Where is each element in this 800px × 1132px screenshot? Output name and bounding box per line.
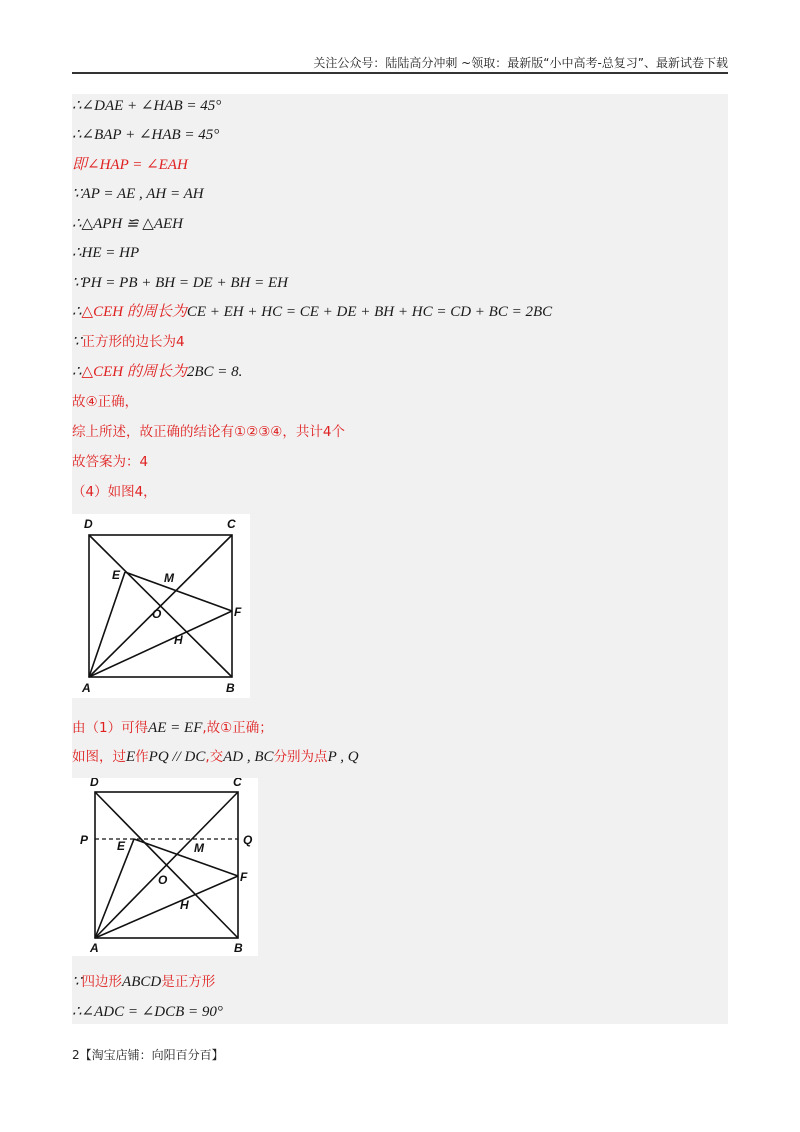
statement-1-correct: ,故①正确； [202,720,273,736]
proof-line-15 [72,718,273,738]
summary-line: 综上所述，故正确的结论有①②③④，共计4个 [72,424,345,440]
page-footer: 2【淘宝店铺：向阳百分百】 [72,1048,224,1062]
geometry-figure-4 [72,514,250,698]
perimeter-result: 2BC = 8. [186,364,243,380]
proof-line-6: ∴HE = HP [72,245,140,261]
label-C: C [233,778,242,789]
label-M: M [194,841,204,855]
proof-line-18: ∴∠ADC = ∠DCB = 90° [72,1004,223,1020]
label-M: M [164,571,174,585]
solution-content [72,94,728,1024]
proof-line-4: ∵AP = AE , AH = AH [72,186,204,202]
text-is-square: 是正方形 [161,974,216,990]
text-through: 如图，过 [72,749,126,765]
ae-equals-ef: AE = EF [148,720,203,736]
label-O: O [152,607,162,621]
pq-parallel-dc: PQ // DC [148,749,206,765]
proof-line-1: ∴∠DAE + ∠HAB = 45° [72,98,222,114]
proof-line-9 [72,332,185,352]
abcd: ABCD [122,974,162,990]
from-part-1-text: 由（1）可得 [72,720,149,736]
proof-line-5: ∴△APH ≌ △AEH [72,216,183,232]
part-4-heading: （4）如图4， [72,484,157,500]
text-draw: 作 [135,749,149,765]
text-at-points: 分别为点 [273,749,328,765]
label-F: F [234,605,242,619]
proof-line-16 [72,747,359,767]
label-C: C [227,517,236,531]
geometry-figure-with-pq [72,778,258,956]
proof-line-17 [72,972,215,992]
label-B: B [234,941,243,955]
header-rule [72,72,728,74]
label-E: E [112,568,121,582]
label-Q: Q [243,833,253,847]
label-H: H [180,898,189,912]
perimeter-label: △CEH 的周长为 [81,304,187,320]
label-P: P [80,833,89,847]
point-e: E [126,749,136,765]
label-D: D [90,778,99,789]
label-A: A [82,681,91,695]
because-symbol: ∵ [72,974,82,990]
text-intersect: ,交 [205,749,224,765]
side-length-statement: 正方形的边长为4 [81,334,185,350]
points-p-q: P , Q [327,749,359,765]
proof-line-7: ∵PH = PB + BH = DE + BH = EH [72,275,288,291]
label-D: D [84,517,93,531]
label-A: A [90,941,99,955]
proof-line-2: ∴∠BAP + ∠HAB = 45° [72,127,220,143]
because-symbol: ∵ [72,334,82,350]
proof-line-3: 即∠HAP = ∠EAH [72,157,188,173]
therefore-symbol: ∴ [72,304,82,320]
label-O: O [158,873,168,887]
proof-line-8 [72,302,552,322]
conclusion-4-correct: 故④正确， [72,394,139,410]
label-E: E [117,839,126,853]
answer-line: 故答案为：4 [72,454,149,470]
proof-line-10 [72,362,242,382]
perimeter-label: △CEH 的周长为 [81,364,187,380]
text-quadrilateral: 四边形 [81,974,123,990]
therefore-symbol: ∴ [72,364,82,380]
label-B: B [226,681,235,695]
label-F: F [240,870,248,884]
page-header: 关注公众号：陆陆高分冲刺 ~领取：最新版“小中高考-总复习”、最新试卷下载 [313,56,728,70]
perimeter-expression: CE + EH + HC = CE + DE + BH + HC = CD + BC = 2BC [186,304,553,320]
ad-bc: AD , BC [223,749,274,765]
label-H: H [174,633,183,647]
